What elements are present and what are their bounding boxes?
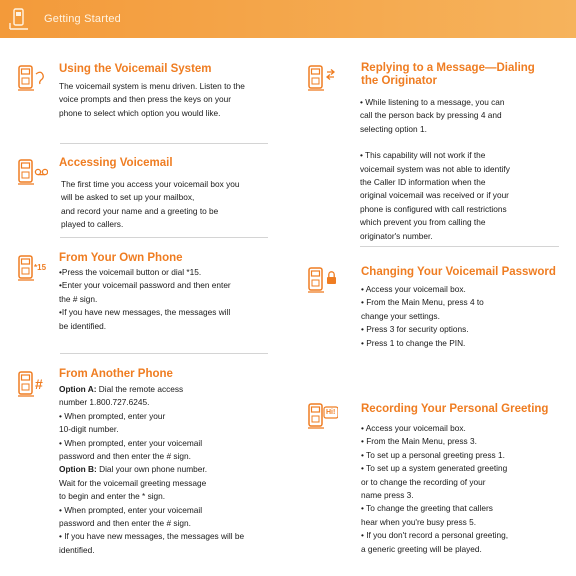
option-b-text: Dial your own phone number. [96,464,208,475]
body-line: which prevent you from calling the [360,217,486,228]
phone-with-ear-icon [16,60,48,94]
body-line: voice prompts and then press the keys on your [59,94,232,105]
body-line: • Access your voicemail box. [361,284,466,294]
body-line: 10-digit number. [59,424,119,435]
body-line: hear when you're busy press 5. [361,516,477,527]
body-line: voicemail system was not able to identify [360,163,510,174]
section-title: Recording Your Personal Greeting [361,403,549,415]
option-a-line [59,383,244,396]
body-line: • From the Main Menu, press 3. [361,436,477,447]
body-line: or to change the recording of your [361,476,486,487]
section-body [61,178,239,232]
section-another-phone [16,366,276,576]
body-line: phone to select which option you would like. [59,107,221,118]
divider [360,246,559,247]
section-title-line2: the Originator [361,75,438,87]
phone-with-voicemail-tape-icon [16,154,48,188]
header-bar [0,0,576,38]
section-personal-greeting [306,398,568,576]
section-body [360,96,510,243]
section-title: Using the Voicemail System [59,63,212,75]
section-own-phone [16,250,276,340]
body-line: Wait for the voicemail greeting message [59,477,207,488]
body-line: call the person back by pressing 4 and [360,110,502,121]
body-line: The first time you access your voicemail box you [61,179,240,189]
section-changing-password [306,262,568,362]
body-line: a generic greeting will be played. [361,543,482,554]
section-body [59,383,244,557]
body-line: be identified. [59,320,107,331]
body-line: The voicemail system is menu driven. Listen to the [59,81,245,91]
section-replying [306,60,568,245]
section-body [59,80,245,120]
body-line: • From the Main Menu, press 4 to [361,297,484,308]
section-title: From Your Own Phone [59,252,183,264]
body-line: • To set up a personal greeting press 1. [361,449,505,460]
option-b-line [59,463,244,476]
body-line: identified. [59,544,95,555]
body-line: • Access your voicemail box. [361,423,466,433]
body-line: • If you don't record a personal greeting, [361,530,509,541]
body-line: • When prompted, enter your voicemail [59,437,203,448]
body-line: the Caller ID information when the [360,177,486,188]
body-line: phone is configured with call restrictions [360,203,507,214]
body-line: password and then enter the # sign. [59,518,191,529]
section-title-line1: Replying to a Message—Dialing [361,62,535,74]
body-line: original voicemail was received or if your [360,190,509,201]
body-line: will be asked to set up your mailbox, [61,192,195,203]
body-line: number 1.800.727.6245. [59,397,150,408]
hi-label: Hi! [326,409,336,416]
phone-lock-icon [306,262,338,296]
body-line: • While listening to a message, you can [360,97,505,107]
body-line: • To change the greeting that callers [361,503,493,514]
body-line: • Press 1 to change the PIN. [361,337,466,348]
divider [60,143,268,144]
section-title: From Another Phone [59,368,173,380]
section-voicemail-system [16,60,276,130]
section-body [361,283,484,350]
body-line: and record your name and a greeting to be [61,205,219,216]
body-line: originator's number. [360,230,433,241]
star15-label: *15 [34,263,47,272]
option-a-text: Dial the remote access [96,384,184,394]
body-line: •Enter your voicemail password and then enter [59,280,231,291]
body-line: • When prompted, enter your voicemail [59,504,203,515]
page-title: Getting Started [44,13,121,25]
body-line: • Press 3 for security options. [361,324,469,335]
body-line: • To set up a system generated greeting [361,463,508,474]
body-line: •Press the voicemail button or dial *15. [59,267,202,277]
phone-logo-icon [8,7,30,31]
body-line: • This capability will not work if the [360,150,486,161]
divider [60,353,268,354]
body-line: change your settings. [361,310,440,321]
body-line: to begin and enter the * sign. [59,491,166,502]
body-line: • If you have new messages, the messages will be [59,531,245,542]
body-line: • When prompted, enter your [59,410,166,421]
body-line: password and then enter the # sign. [59,451,191,462]
body-line: selecting option 1. [360,123,427,134]
section-title: Changing Your Voicemail Password [361,266,556,278]
body-line: name press 3. [361,490,414,501]
section-title: Accessing Voicemail [59,157,173,169]
body-line: played to callers. [61,219,124,230]
section-body [361,422,508,556]
divider [60,237,268,238]
section-accessing-voicemail [16,154,276,234]
section-body [59,266,231,333]
phone-reply-arrows-icon [306,60,338,94]
body-line: the # sign. [59,293,98,304]
option-b-label: Option B: [59,464,97,475]
option-a-label: Option A: [59,384,97,394]
hash-label: # [35,376,43,392]
body-line: •If you have new messages, the messages will [59,307,231,318]
phone-hash-icon [16,366,48,400]
